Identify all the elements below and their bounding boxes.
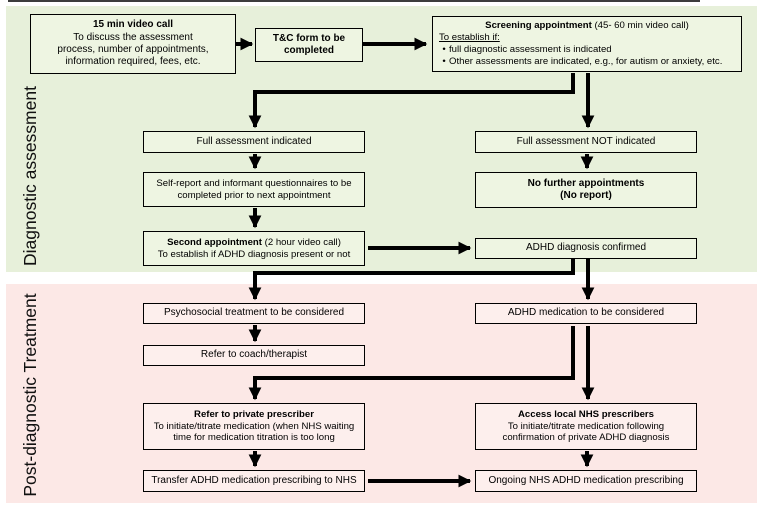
node-line: completed prior to next appointment (177, 189, 331, 201)
node-text: Transfer ADHD medication prescribing to NHS (151, 474, 357, 486)
node-bullet: • full diagnostic assessment is indicated (439, 44, 735, 56)
node-screening-appointment (432, 16, 742, 72)
node-title: T&C form to be completed (272, 32, 346, 56)
node-line: time for medication titration is too long (173, 432, 335, 444)
node-adhd-medication-considered (475, 303, 697, 324)
node-refer-private-prescriber (143, 403, 365, 450)
section-label-post-diagnostic-treatment: Post-diagnostic Treatment (20, 293, 40, 497)
node-text: Psychosocial treatment to be considered (163, 307, 345, 319)
node-title: Second appointment (167, 236, 262, 248)
node-text: Full assessment NOT indicated (516, 135, 656, 147)
node-title-suffix: (2 hour video call) (261, 236, 341, 248)
node-title: 15 min video call (92, 19, 174, 31)
node-line: To initiate/titrate medication following (507, 420, 665, 432)
node-text: Full assessment indicated (196, 135, 312, 147)
node-line: To establish if ADHD diagnosis present or not (157, 248, 351, 260)
node-transfer-prescribing-nhs (143, 470, 365, 492)
node-psychosocial-treatment (143, 303, 365, 324)
node-title: Screening appointment (485, 20, 592, 32)
node-no-further-appointments (475, 172, 697, 208)
node-access-nhs-prescribers (475, 403, 697, 450)
node-subtitle: To establish if: (439, 32, 500, 44)
node-ongoing-nhs-prescribing (475, 470, 697, 492)
node-line: To initiate/titrate medication (when NHS waiting (153, 420, 355, 432)
node-text: ADHD diagnosis confirmed (525, 242, 647, 254)
node-full-assessment-indicated (143, 131, 365, 153)
node-adhd-diagnosis-confirmed (475, 238, 697, 259)
node-line: process, number of appointments, (57, 44, 209, 55)
node-line: confirmation of private ADHD diagnosis (502, 432, 670, 444)
node-text: ADHD medication to be considered (507, 307, 665, 319)
node-text: Refer to coach/therapist (200, 349, 308, 361)
node-title-suffix: (45- 60 min video call) (591, 20, 689, 32)
section-label-diagnostic-assessment: Diagnostic assessment (20, 86, 40, 266)
node-title: Access local NHS prescribers (518, 408, 654, 420)
node-full-assessment-not-indicated (475, 131, 697, 153)
node-title-line (148, 237, 360, 249)
node-line: No further appointments (527, 177, 645, 189)
node-title-line (439, 20, 735, 32)
node-line: information required, fees, etc. (65, 56, 201, 68)
top-border-line (8, 0, 700, 2)
node-refer-coach-therapist (143, 345, 365, 366)
node-line: (No report) (560, 190, 612, 201)
node-line: Self-report and informant questionnaires to be (156, 177, 352, 189)
node-bullet: • Other assessments are indicated, e.g., for autism or anxiety, etc. (439, 56, 735, 68)
node-title: Refer to private prescriber (194, 408, 314, 420)
node-line: To discuss the assessment (73, 31, 193, 43)
node-second-appointment (143, 231, 365, 266)
node-tc-form (255, 28, 363, 62)
node-text: Ongoing NHS ADHD medication prescribing (488, 474, 684, 486)
node-questionnaires (143, 172, 365, 207)
node-15-min-video-call (30, 14, 236, 74)
